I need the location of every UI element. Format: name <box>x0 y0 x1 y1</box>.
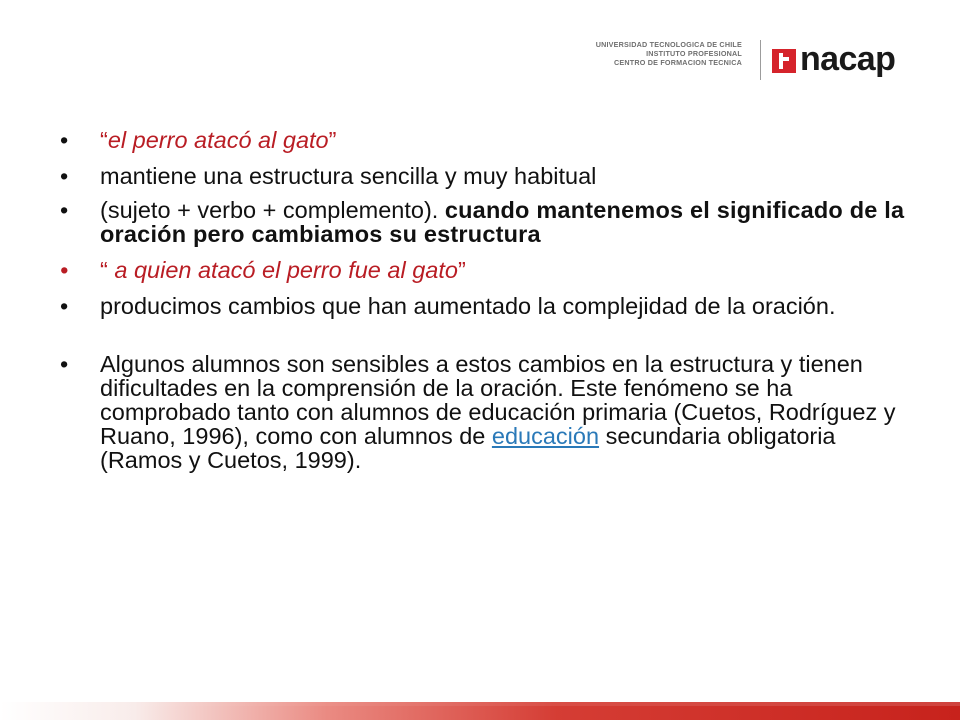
bullet-text-3-bold: cuando mantenemos el significado de la oración pero cambiamos su estructura <box>100 197 905 247</box>
bullet-content-1 <box>100 128 912 152</box>
bullet-text-2: mantiene una estructura sencilla y muy habitual <box>100 163 597 189</box>
quote-close-2: ” <box>457 257 466 283</box>
bullet-item-2 <box>60 164 912 188</box>
bullet-text-6-before-link: Algunos alumnos son sensibles a estos cambios en la estructura y tienen dificultades en la comprensión de la oración. Este fenómeno se ha comprobado tanto con alumnos de educación primaria (Cuetos, Rodríguez y Ruano, 1996), como con alumnos de <box>100 351 896 449</box>
bullet-content-6 <box>100 352 912 472</box>
bullet-item-1 <box>60 128 912 152</box>
institution-lines <box>592 40 742 67</box>
bullet-marker: • <box>60 163 69 189</box>
bullet-text-3-plain: (sujeto + verbo + complemento). <box>100 197 445 223</box>
bullet-content-2 <box>100 164 912 188</box>
institution-line-1: UNIVERSIDAD TECNOLOGICA DE CHILE <box>595 40 742 49</box>
bottom-accent-stripe <box>0 702 960 720</box>
bullet-item-5 <box>60 294 912 318</box>
inacap-logo-icon <box>772 49 796 73</box>
quoted-example-1 <box>100 127 336 153</box>
bullet-content-3 <box>100 198 912 246</box>
quote-open-1: “ <box>100 127 108 153</box>
logo-bar <box>783 57 789 61</box>
bullet-marker: • <box>60 293 69 319</box>
header-logo <box>592 40 912 80</box>
bullet-content-4 <box>100 258 912 282</box>
quote-text-1: el perro atacó al gato <box>107 127 329 153</box>
brand-logo <box>772 40 912 78</box>
institution-line-2: INSTITUTO PROFESIONAL <box>646 49 742 58</box>
bullet-text-5: producimos cambios que han aumentado la complejidad de la oración. <box>100 293 836 319</box>
quote-open-2: “ <box>100 257 108 283</box>
bullet-marker: • <box>60 351 69 377</box>
quoted-example-2 <box>100 257 466 283</box>
brand-text: nacap <box>800 40 896 78</box>
quote-text-2: a quien atacó el perro fue al gato <box>107 257 458 283</box>
quote-close-1: ” <box>328 127 337 153</box>
bullet-item-6 <box>60 352 912 472</box>
institution-line-3: CENTRO DE FORMACION TECNICA <box>614 58 742 67</box>
logo-stem <box>779 53 783 69</box>
bullet-item-4 <box>60 258 912 282</box>
bullet-marker-red: • <box>60 257 69 283</box>
education-link[interactable]: educación <box>491 423 600 449</box>
bullet-list <box>60 128 912 484</box>
logo-divider <box>760 40 761 80</box>
bullet-marker: • <box>60 127 69 153</box>
bullet-text-6-after-link: secundaria obligatoria (Ramos y Cuetos, 1999). <box>100 423 836 473</box>
bullet-marker: • <box>60 197 69 223</box>
bullet-item-3 <box>60 198 912 246</box>
bullet-content-5 <box>100 294 912 318</box>
